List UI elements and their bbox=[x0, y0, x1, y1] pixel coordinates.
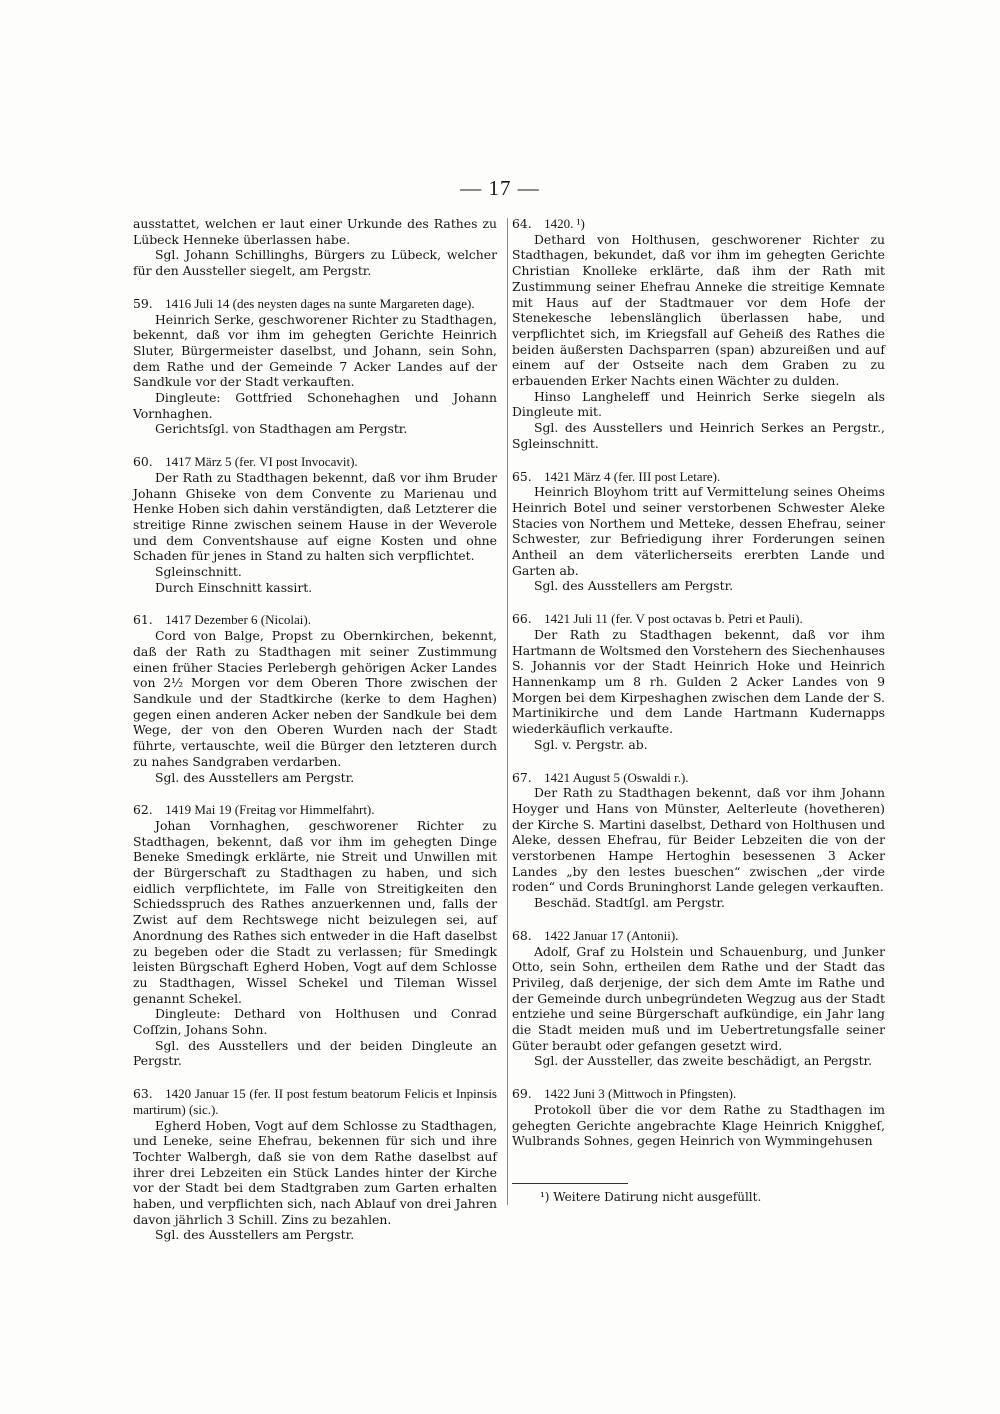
entry-paragraph: Dingleute: Gottfried Schonehaghen und Johann Vornhaghen. bbox=[133, 390, 497, 421]
regest-entry bbox=[133, 454, 497, 595]
entry-paragraph: Der Rath zu Stadthagen bekennt, daß vor ihm Bruder Johann Ghiseke von dem Convente zu Marienau und Henke Hoben sich dahin verständigten, daß Letzterer die streitige Rinne zwischen seinem Hause in der Weverole und dem Conventshause auf eigne Kosten und ohne Schaden für jenes in Stand zu halten sich verpflichtet. bbox=[133, 469, 497, 564]
entry-date: 1420. ¹) bbox=[544, 216, 585, 231]
regest-entry bbox=[512, 928, 885, 1069]
entry-paragraph: Cord von Balge, Propst zu Obernkirchen, bekennt, daß der Rath zu Stadthagen mit seiner Zustimmung einen früher Stacies Perlebergh gehörigen Acker Landes von 2½ Morgen vor dem Oberen Thore zwischen der Sandkule und der Stadtkirche (kerke to dem Haghen) gegen einen anderen Acker neben der Sandkule bei dem Wege, der von den Oberen Wurden nach der Stadt führte, vertauschte, weil die Bürger den letzteren durch zu nahes Sandgraben verdarben. bbox=[133, 628, 497, 769]
entry-number: 60. bbox=[133, 454, 153, 470]
entry-date: 1416 Juli 14 (des neysten dages na sunte Margareten dage). bbox=[165, 295, 475, 311]
entry-paragraph: Sgl. v. Pergstr. ab. bbox=[534, 736, 648, 752]
entry-heading bbox=[133, 454, 497, 470]
entry-date: 1421 Juli 11 (fer. V post octavas b. Petri et Pauli). bbox=[544, 611, 803, 627]
entry-heading bbox=[133, 1086, 497, 1117]
footnote: ¹) Weitere Datirung nicht ausgefüllt. bbox=[540, 1190, 762, 1204]
entry-number: 64. bbox=[512, 216, 532, 231]
entry-number: 69. bbox=[512, 1086, 532, 1102]
entry-heading bbox=[512, 469, 885, 485]
entry-paragraph: Beschäd. Stadtſgl. am Pergstr. bbox=[534, 895, 725, 911]
regest-entry bbox=[512, 770, 885, 911]
entry-paragraph: Der Rath zu Stadthagen bekennt, daß vor ihm Hartmann de Woltsmed den Vorstehern des Siechenhauses S. Johannis vor der Stadt Heinrich Hoke und Heinrich Hannenkamp um 8 rh. Gulden 2 Acker Landes von 9 Morgen bei dem Kirpeshaghen zwischen dem Lande der S. Martinikirche und dem Lande Hartmann Kudernapps wiederkäuflich verkaufte. bbox=[512, 626, 885, 737]
entry-heading bbox=[133, 612, 497, 628]
right-column bbox=[512, 216, 885, 1149]
entry-paragraph: Sgl. des Ausstellers und der beiden Dingleute an Pergstr. bbox=[133, 1037, 497, 1069]
entry-gap bbox=[133, 437, 497, 454]
entry-paragraph: ausstattet, welchen er laut einer Urkunde des Rathes zu Lübeck Henneke überlassen habe. bbox=[133, 216, 497, 247]
entry-heading bbox=[512, 928, 885, 944]
entry-paragraph: Durch Einschnitt kassirt. bbox=[155, 579, 313, 595]
entry-number: 61. bbox=[133, 612, 153, 628]
entry-paragraph: Sgl. des Ausstellers und Heinrich Serkes an Pergstr., Sgleinschnitt. bbox=[512, 420, 885, 451]
entry-paragraph: Sgl. der Aussteller, das zweite beschädigt, an Pergstr. bbox=[534, 1053, 873, 1069]
entry-date: 1419 Mai 19 (Freitag vor Himmelfahrt). bbox=[165, 802, 375, 818]
entry-gap bbox=[133, 279, 497, 296]
entry-number: 68. bbox=[512, 927, 532, 943]
entry-paragraph: Der Rath zu Stadthagen bekennt, daß vor ihm Johann Hoyger und Hans von Münster, Aelterleute (hovetheren) der Kirche S. Martini daselbst, Dethard von Holthusen und Aleke, dessen Ehefrau, für Beider Lebzeiten die von der verstorbenen Hampe Hertoghin besessenen 3 Acker Landes „by den lestes bueschen“ zwischen „der virde roden“ und Cords Bruninghorst Lande gelegen verkauften. bbox=[512, 785, 885, 895]
entry-gap bbox=[133, 595, 497, 612]
entry-number: 63. bbox=[133, 1086, 153, 1102]
entry-number: 67. bbox=[512, 769, 532, 785]
regest-entry bbox=[512, 216, 885, 452]
entry-heading bbox=[133, 296, 497, 312]
entry-heading bbox=[133, 802, 497, 818]
entry-paragraph: Sgl. Johann Schillinghs, Bürgers zu Lübeck, welcher für den Aussteller siegelt, am Pergstr. bbox=[133, 247, 497, 279]
entry-number: 59. bbox=[133, 295, 153, 311]
entry-paragraph: Johan Vornhaghen, geschworener Richter zu Stadthagen, bekennt, daß vor ihm im gehegten Dinge Beneke Smedingk erklärte, nie Streit und Unwillen mit der Bürgerschaft zu Stadthagen zu haben, und sich eidlich verpflichtete, im Falle von Streitigkeiten den Schiedsspruch des Rathes anzuerkennen und, falls der Zwist auf dem Rechtswege nicht beizulegen sei, auf Anordnung des Rathes sich entweder in die Haft daselbst zu begeben oder die Stadt zu verlassen; für Smedingk leisten Bürgschaft Egherd Hoben, Vogt auf dem Schlosse zu Stadthagen, Wissel Schekel und Tileman Wissel genannt Schekel. bbox=[133, 817, 497, 1006]
entry-paragraph: Sgl. des Ausstellers am Pergstr. bbox=[155, 1227, 355, 1243]
entry-paragraph: Heinrich Serke, geschworener Richter zu Stadthagen, bekennt, daß vor ihm im gehegten Gerichte Heinrich Sluter, Bürgermeister daselbst, und Johann, sein Sohn, dem Rathe und der Gemeinde 7 Acker Landes auf der Sandkule vor der Stadt verkauften. bbox=[133, 311, 497, 390]
entry-number: 65. bbox=[512, 468, 532, 484]
entry-paragraph: Adolf, Graf zu Holstein und Schauenburg, und Junker Otto, sein Sohn, ertheilen dem Rathe und der Stadt das Privileg, daß derjenige, der sich dem Amte im Rathe und der Gemeinde durch unbegründeten Wegzug aus der Stadt entziehe und seine Bürgerschaft aufkündige, ein Jahr lang die Stadt meiden muß und im Uebertretungsfalle seiner Güter beraubt oder gefangen gesetzt wird. bbox=[512, 943, 885, 1053]
entry-number: 62. bbox=[133, 802, 153, 818]
regest-entry bbox=[133, 296, 497, 437]
entry-date: 1420 Januar 15 (fer. II post festum beatorum Felicis et Inpinsis martirum) (sic.). bbox=[133, 1086, 497, 1117]
entry-date: 1421 März 4 (fer. III post Letare). bbox=[544, 468, 721, 484]
entry-paragraph: Hinso Langheleff und Heinrich Serke siegeln als Dingleute mit. bbox=[512, 388, 885, 420]
column-divider bbox=[507, 218, 508, 1205]
regest-entry bbox=[512, 1086, 885, 1149]
page-number: — 17 — bbox=[460, 176, 540, 200]
entry-paragraph: Dethard von Holthusen, geschworener Richter zu Stadthagen, bekundet, daß vor ihm im gehegten Gerichte Christian Knolleke erklärte, daß ihm der Rath mit Zustimmung seiner Ehefrau Anneke die streitige Kemnate mit Haus auf der Stadtmauer vor dem Hofe der Stenekesche lebenslänglich überlassen habe, und verpflichtet sich, im Kriegsfall auf Geheiß des Rathes die beiden äußersten Dachsparren (span) abzureißen und auf einem auf der Ostseite nach dem Graben zu zu erbauenden Erker Nachts einen Wächter zu dulden. bbox=[512, 231, 885, 389]
entry-date: 1417 Dezember 6 (Nicolai). bbox=[165, 612, 311, 628]
regest-entry bbox=[133, 802, 497, 1069]
footnote-rule bbox=[512, 1183, 628, 1184]
entry-paragraph: Sgl. des Ausstellers am Pergstr. bbox=[155, 769, 355, 785]
entry-date: 1422 Januar 17 (Antonii). bbox=[544, 927, 679, 943]
entry-gap bbox=[512, 452, 885, 469]
entry-heading bbox=[512, 770, 885, 786]
entry-heading bbox=[512, 216, 885, 232]
entry-date: 1422 Juni 3 (Mittwoch in Pfingsten). bbox=[544, 1086, 737, 1102]
entry-date: 1417 März 5 (fer. VI post Invocavit). bbox=[165, 454, 358, 470]
entry-gap bbox=[512, 753, 885, 770]
entry-paragraph: Sgleinschnitt. bbox=[155, 564, 242, 580]
entry-gap bbox=[512, 1069, 885, 1086]
entry-gap bbox=[133, 785, 497, 802]
regest-entry bbox=[512, 469, 885, 595]
entry-number: 66. bbox=[512, 611, 532, 627]
entry-paragraph: Egherd Hoben, Vogt auf dem Schlosse zu Stadthagen, und Leneke, seine Ehefrau, bekennen für sich und ihre Tochter Walbergh, daß sie von dem Rathe daselbst auf ihrer drei Lebzeiten ein Stück Landes hinter der Kirche vor der Stadt bei dem Stadtgraben zum Garten erhalten haben, und verpflichten sich, nach Ablauf von drei Jahren davon jährlich 3 Schill. Zins zu bezahlen. bbox=[133, 1117, 497, 1227]
entry-gap bbox=[512, 594, 885, 611]
entry-paragraph: Dingleute: Dethard von Holthusen und Conrad Coſſzin, Johans Sohn. bbox=[133, 1006, 497, 1038]
entry-paragraph: Sgl. des Ausstellers am Pergstr. bbox=[534, 578, 734, 594]
entry-heading bbox=[512, 1086, 885, 1102]
entry-heading bbox=[512, 611, 885, 627]
entry-gap bbox=[512, 911, 885, 928]
left-column bbox=[133, 216, 497, 1243]
entry-paragraph: Heinrich Bloyhom tritt auf Vermittelung seines Oheims Heinrich Botel und seiner verstorbenen Schwester Aleke Stacies von Northem und Metteke, dessen Ehefrau, seiner Schwester, zur Befriedigung ihrer Forderungen seinen Antheil an dem väterlicherseits ererbten Lande und Garten ab. bbox=[512, 484, 885, 578]
entry-paragraph: Gerichtsſgl. von Stadthagen am Pergstr. bbox=[155, 421, 408, 437]
entry-gap bbox=[133, 1069, 497, 1086]
entry-continuation bbox=[133, 216, 497, 279]
regest-entry bbox=[133, 1086, 497, 1243]
regest-entry bbox=[133, 612, 497, 785]
regest-entry bbox=[512, 611, 885, 752]
entry-paragraph: Protokoll über die vor dem Rathe zu Stadthagen im gehegten Gerichte angebrachte Klage Heinrich Kniggheſ, Wulbrands Sohnes, gegen Heinrich von Wymmingehusen bbox=[512, 1101, 885, 1149]
entry-date: 1421 August 5 (Oswaldi r.). bbox=[544, 769, 689, 785]
